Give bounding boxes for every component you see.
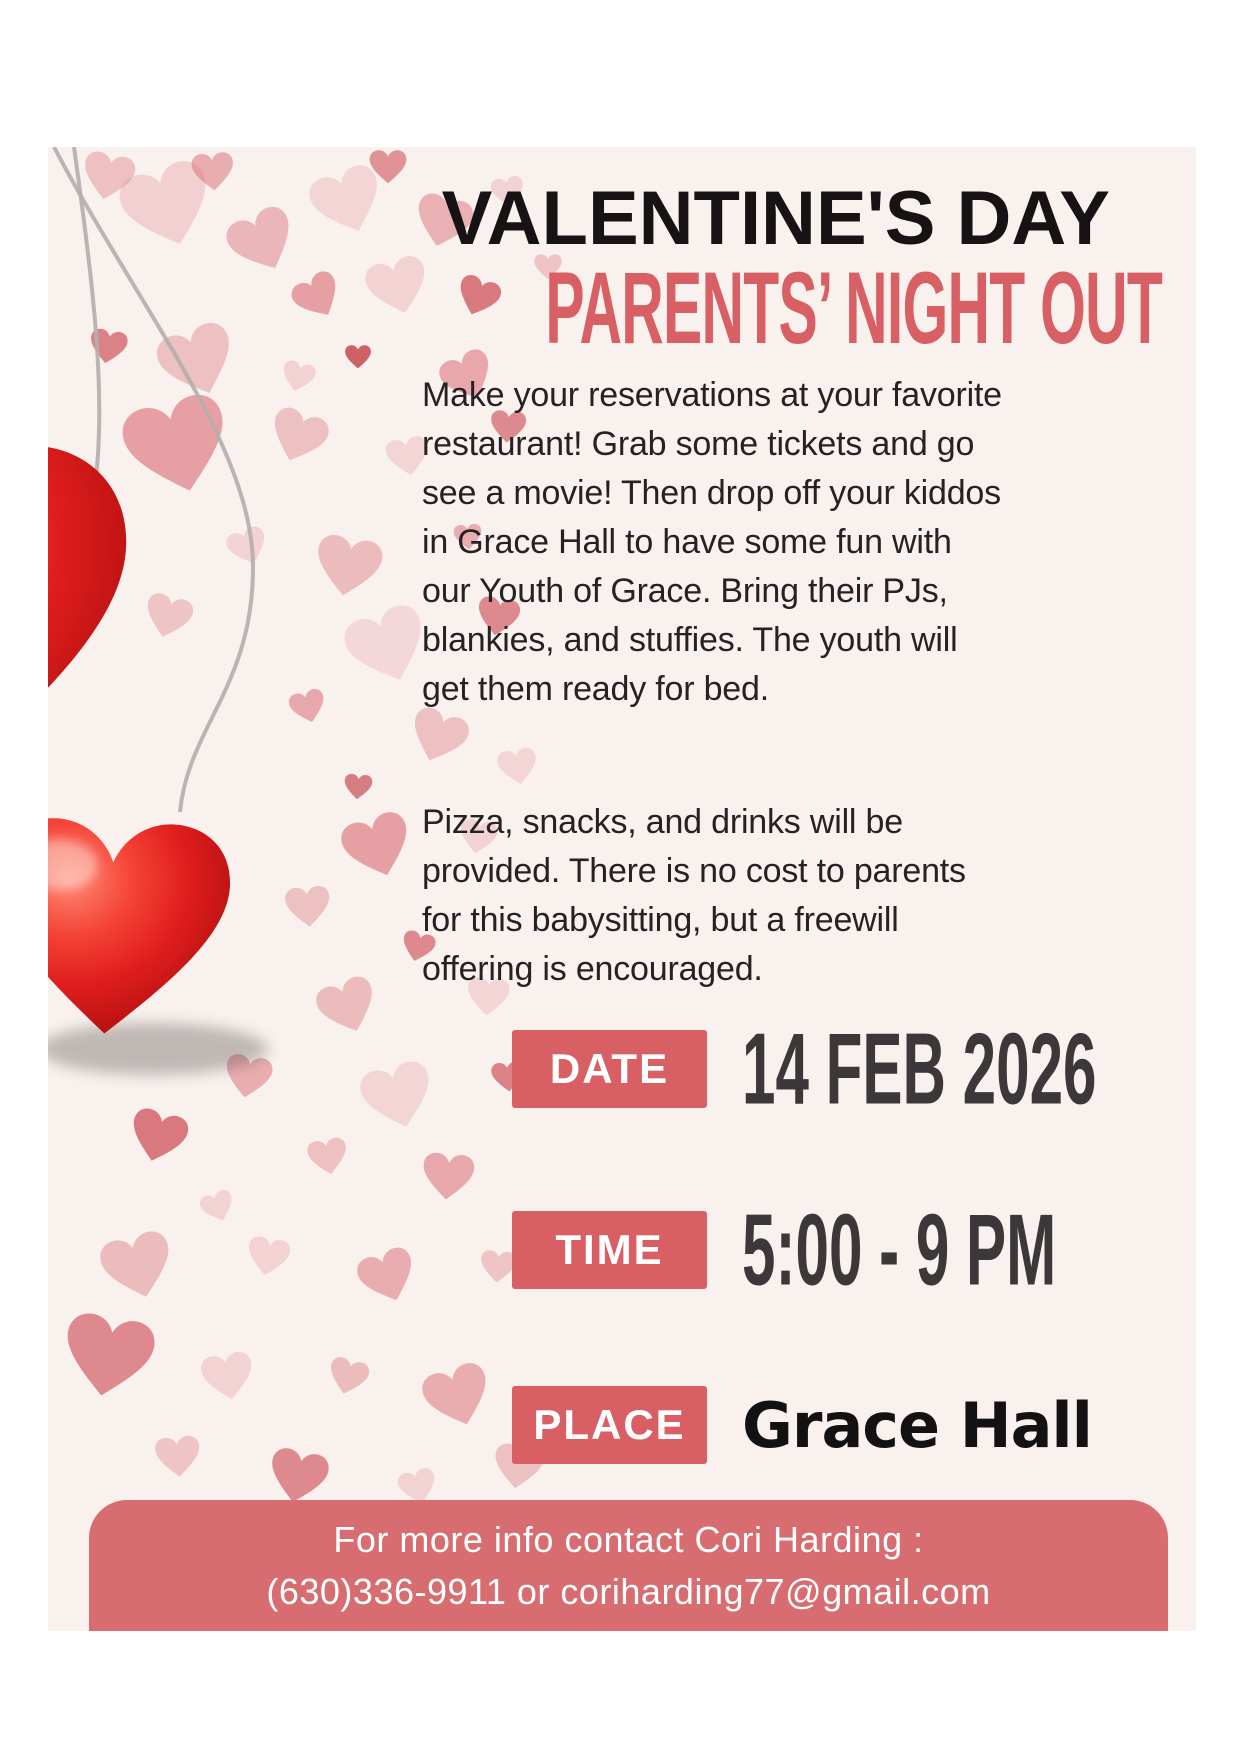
heart-icon [496, 746, 540, 787]
heart-icon [97, 1228, 180, 1306]
heart-icon [58, 1310, 158, 1403]
flyer-subtitle: PARENTS’ NIGHT OUT [545, 250, 1162, 365]
heart-icon [87, 327, 129, 366]
date-label-badge: DATE [512, 1030, 707, 1108]
heart-icon [117, 389, 238, 503]
heart-icon [264, 404, 333, 470]
heart-icon [312, 973, 383, 1041]
heart-icon [343, 773, 373, 800]
heart-icon [140, 591, 195, 643]
flyer-title: VALENTINE'S DAY [441, 176, 1110, 261]
heart-icon [452, 272, 504, 321]
contact-banner [89, 1500, 1168, 1631]
intro-paragraph: Make your reservations at your favorite restaurant! Grab some tickets and go see a movie! Then drop off your kiddos in Grace Hall to have some fun with our Youth of Grace. Bring their PJs, blankies, and stuffies. The youth will get them ready for bed. [422, 376, 1002, 708]
heart-icon [306, 1136, 350, 1177]
heart-icon [154, 1435, 201, 1479]
heart-icon [288, 267, 349, 326]
heart-icon [125, 1106, 191, 1168]
time-label-badge: TIME [512, 1211, 707, 1289]
time-row [512, 1192, 1196, 1307]
heart-icon [362, 253, 434, 321]
place-label-badge: PLACE [512, 1386, 707, 1464]
offer-paragraph: Pizza, snacks, and drinks will be provided. There is no cost to parents for this babysitting, but a freewill offering is encouraged. [422, 803, 966, 988]
date-value: 14 FEB 2026 [742, 1011, 1097, 1126]
place-row [512, 1386, 1092, 1464]
heart-icon [357, 1058, 440, 1136]
heart-icon [325, 1355, 371, 1399]
heart-icon [287, 687, 329, 727]
heart-icon [265, 1446, 331, 1508]
heart-icon [221, 202, 304, 282]
contact-line2: (630)336-9911 or coriharding77@gmail.com [266, 1570, 991, 1612]
date-row [512, 1011, 1196, 1126]
glossy-heart-icon [48, 815, 233, 1040]
heart-icon [311, 532, 385, 600]
heart-icon [244, 1235, 291, 1279]
heart-icon [345, 345, 371, 368]
contact-line1: For more info contact Cori Harding : [333, 1518, 924, 1560]
heart-icon [198, 1188, 238, 1226]
heart-icon [199, 1350, 257, 1404]
time-value: 5:00 - 9 PM [742, 1192, 1057, 1307]
heart-icon [421, 1152, 475, 1202]
hanging-string-icon [74, 147, 99, 477]
place-value: Grace Hall [742, 1388, 1092, 1462]
heart-icon [337, 808, 418, 885]
glossy-heart-icon [48, 446, 126, 795]
heart-icon [279, 359, 318, 395]
heart-icon [284, 885, 331, 929]
heart-shadow [48, 1023, 268, 1075]
heart-icon [353, 1244, 422, 1310]
heart-icon [418, 1359, 497, 1434]
valentines-flyer [48, 147, 1196, 1631]
